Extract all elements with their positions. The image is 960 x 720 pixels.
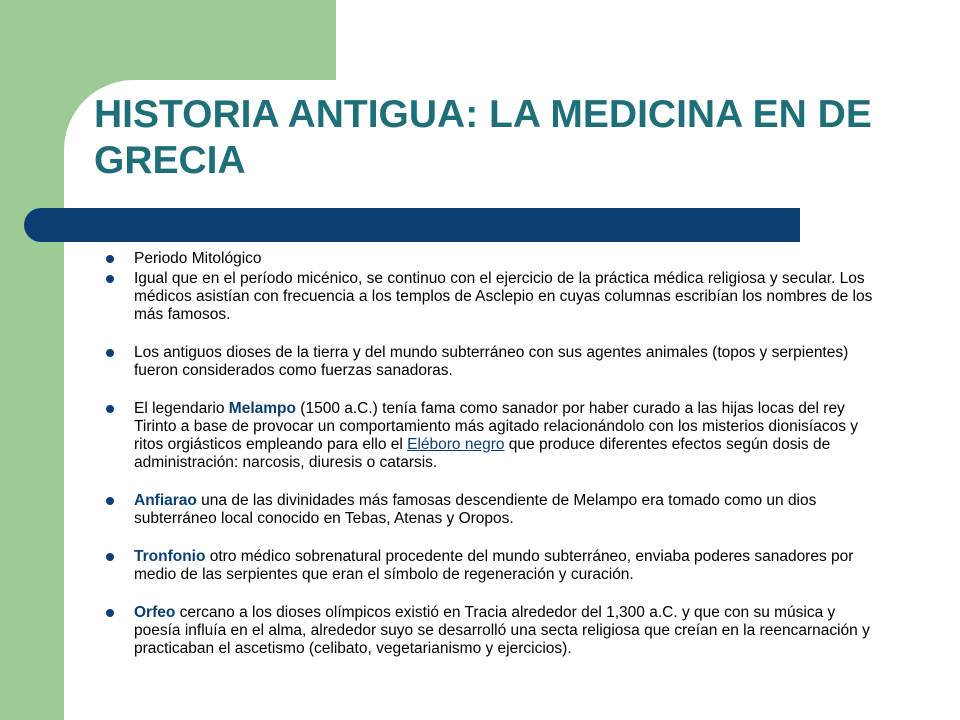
- eleboro-negro-link[interactable]: Eléboro negro: [407, 436, 505, 453]
- bullet-text: Periodo Mitológico: [134, 250, 262, 267]
- highlight-name: Anfiarao: [134, 492, 197, 509]
- bullet-item: [106, 492, 886, 528]
- bullet-text-post: que produce diferentes efectos según dosis de administración: narcosis, diuresis o catarsis.: [134, 436, 831, 471]
- slide-title: HISTORIA ANTIGUA: LA MEDICINA EN DE GRECIA: [94, 93, 872, 182]
- bullet-item: [106, 250, 886, 268]
- bullet-list: [106, 250, 886, 660]
- highlight-name: Orfeo: [134, 604, 176, 621]
- bullet-item: [106, 270, 886, 324]
- bullet-text: Igual que en el período micénico, se continuo con el ejercicio de la práctica médica religiosa y secular. Los médicos asistían con frecuencia a los templos de Asclepio en cuyas columnas escribían los nombres de los más famosos.: [134, 270, 873, 323]
- highlight-name: Tronfonio: [134, 548, 206, 565]
- bullet-item: [106, 400, 886, 472]
- bullet-text-post: una de las divinidades más famosas descendiente de Melampo era tomado como un dios subterráneo local conocido en Tebas, Atenas y Oropos.: [134, 492, 817, 527]
- bullet-text-post: cercano a los dioses olímpicos existió en Tracia alrededor del 1,300 a.C. y que con su música y poesía influía en el alma, alrededor suyo se desarrolló una secta religiosa que creían en la reencarnación y practicaban el ascetismo (celibato, vegetarianismo y ejercicios).: [134, 604, 870, 657]
- bullet-item: [106, 604, 886, 658]
- bullet-text-post: otro médico sobrenatural procedente del mundo subterráneo, enviaba poderes sanadores por medio de las serpientes que eran el símbolo de regeneración y curación.: [134, 548, 854, 583]
- bullet-item: [106, 344, 886, 380]
- bullet-text-mid: (1500 a.C.) tenía fama como sanador por haber curado a las hijas locas del rey Tirinto a base de provocar un comportamiento más agitado relacionándolo con los misterios dionisíacos y ritos orgiásticos empleando para ello el: [134, 400, 858, 453]
- title-accent-bar: [24, 208, 800, 242]
- bullet-item: [106, 548, 886, 584]
- bullet-text: Los antiguos dioses de la tierra y del mundo subterráneo con sus agentes animales (topos y serpientes) fueron considerados como fuerzas sanadoras.: [134, 344, 849, 379]
- bullet-text-pre: El legendario: [134, 400, 229, 417]
- highlight-name: Melampo: [228, 400, 296, 417]
